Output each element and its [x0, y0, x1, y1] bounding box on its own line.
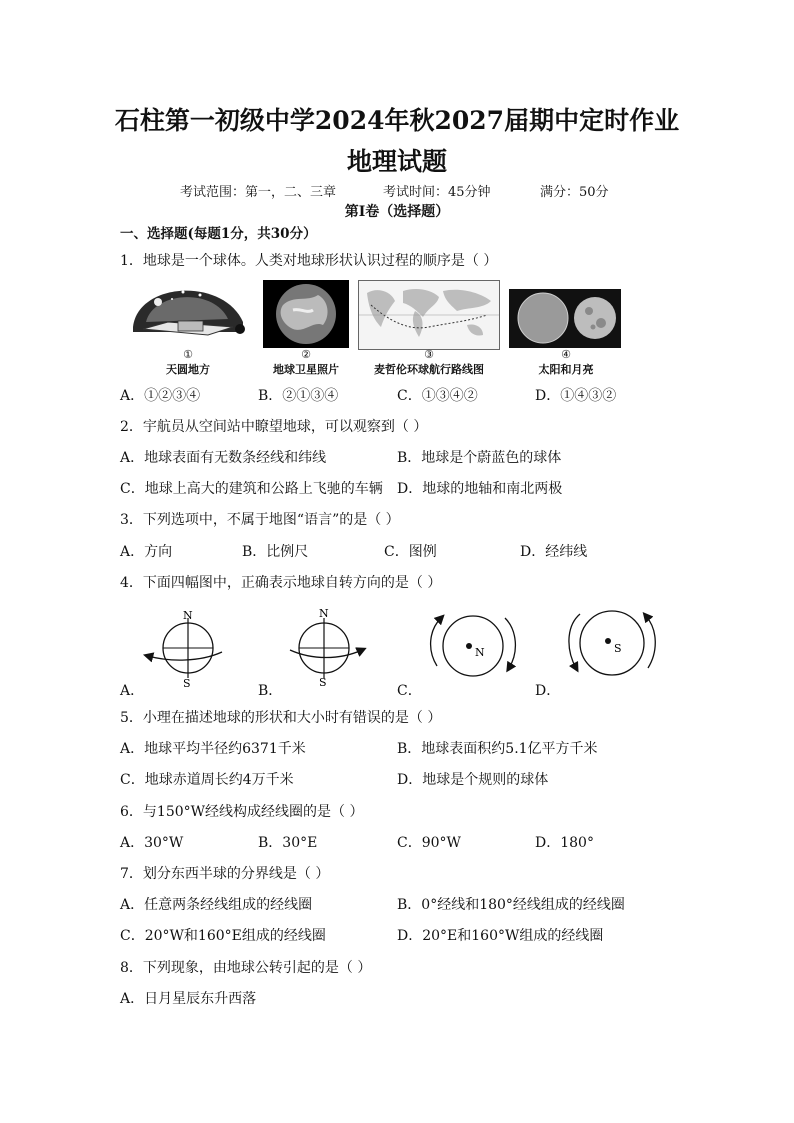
q6-option-c[interactable]: C．90°W — [397, 835, 461, 851]
diagram-a-n-label: N — [183, 609, 193, 622]
q1-option-c[interactable]: C．①③④② — [397, 388, 478, 404]
q1-option-d[interactable]: D．①④③② — [535, 388, 617, 404]
q7-option-c[interactable]: C．20°W和160°E组成的经线圈 — [120, 928, 326, 944]
diagram-a-s-label: S — [183, 677, 191, 688]
q6-option-d[interactable]: D．180° — [535, 835, 594, 851]
q1-image-4-number: ④ — [561, 348, 571, 361]
q2-option-b[interactable]: B．地球是个蔚蓝色的球体 — [397, 450, 562, 466]
q2-option-c[interactable]: C．地球上高大的建筑和公路上飞驰的车辆 — [120, 481, 383, 497]
q3-option-d[interactable]: D．经纬线 — [520, 544, 588, 560]
diagram-b-n-label: N — [319, 607, 329, 620]
q1-option-a[interactable]: A．①②③④ — [120, 388, 201, 404]
q6-option-b[interactable]: B．30°E — [258, 835, 318, 851]
q4-option-a[interactable]: A． — [120, 683, 145, 699]
q6-option-a[interactable]: A．30°W — [120, 835, 184, 851]
question-8-stem: 8．下列现象，由地球公转引起的是（ ） — [120, 960, 372, 976]
rotation-diagram-d — [562, 606, 662, 688]
q5-option-b[interactable]: B．地球表面积约5.1亿平方千米 — [397, 741, 598, 757]
q3-option-a[interactable]: A．方向 — [120, 544, 173, 560]
question-4-stem: 4．下面四幅图中，正确表示地球自转方向的是（ ） — [120, 575, 442, 591]
earth-satellite-photo-icon — [263, 280, 349, 348]
q1-image-3-caption: 麦哲伦环球航行路线图 — [374, 363, 484, 376]
q7-option-b[interactable]: B．0°经线和180°经线组成的经线圈 — [397, 897, 625, 913]
rotation-diagram-c — [423, 606, 523, 688]
q3-option-b[interactable]: B．比例尺 — [242, 544, 309, 560]
question-1-stem: 1．地球是一个球体。人类对地球形状认识过程的顺序是（ ） — [120, 253, 498, 269]
diagram-c-n-label: N — [475, 646, 485, 659]
diagram-b-s-label: S — [319, 676, 327, 688]
q1-image-1-number: ① — [183, 348, 193, 361]
q2-option-a[interactable]: A．地球表面有无数条经线和纬线 — [120, 450, 327, 466]
q1-image-4-caption: 太阳和月亮 — [538, 363, 594, 376]
q5-option-a[interactable]: A．地球平均半径约6371千米 — [120, 741, 306, 757]
world-map-route-icon — [358, 280, 500, 350]
rotation-diagram-b — [282, 606, 372, 688]
diagram-d-s-label: S — [614, 642, 622, 655]
q1-image-2-caption: 地球卫星照片 — [273, 363, 339, 376]
exam-title: 石柱第一初级中学2024年秋2027届期中定时作业 — [114, 106, 680, 135]
question-5-stem: 5．小理在描述地球的形状和大小时有错误的是（ ） — [120, 710, 442, 726]
section-title: 一、选择题(每题1分，共30分） — [120, 226, 317, 242]
exam-scope: 考试范围：第一，二、三章 — [180, 185, 337, 200]
q4-option-d[interactable]: D． — [535, 683, 561, 699]
q2-option-d[interactable]: D．地球的地轴和南北两极 — [397, 481, 563, 497]
question-7-stem: 7．划分东西半球的分界线是（ ） — [120, 866, 330, 882]
question-2-stem: 2．宇航员从空间站中瞭望地球，可以观察到（ ） — [120, 419, 428, 435]
rotation-diagram-a — [140, 608, 230, 688]
q1-option-b[interactable]: B．②①③④ — [258, 388, 339, 404]
question-6-stem: 6．与150°W经线构成经线圈的是（ ） — [120, 804, 364, 820]
q5-option-d[interactable]: D．地球是个规则的球体 — [397, 772, 549, 788]
q7-option-d[interactable]: D．20°E和160°W组成的经线圈 — [397, 928, 604, 944]
dome-sky-icon — [128, 277, 248, 347]
exam-time: 考试时间：45分钟 — [383, 185, 491, 200]
q8-option-a[interactable]: A．日月星辰东升西落 — [120, 991, 257, 1007]
q7-option-a[interactable]: A．任意两条经线组成的经线圈 — [120, 897, 313, 913]
q5-option-c[interactable]: C．地球赤道周长约4万千米 — [120, 772, 294, 788]
q1-image-2-number: ② — [301, 348, 311, 361]
q1-image-1-caption: 天圆地方 — [166, 363, 210, 376]
q1-image-3-number: ③ — [424, 348, 434, 361]
question-3-stem: 3．下列选项中，不属于地图“语言”的是（ ） — [120, 512, 400, 528]
q4-option-c[interactable]: C． — [397, 683, 422, 699]
q4-option-b[interactable]: B． — [258, 683, 283, 699]
q3-option-c[interactable]: C．图例 — [384, 544, 437, 560]
exam-score: 满分：50分 — [540, 185, 609, 200]
exam-subtitle: 地理试题 — [346, 147, 447, 176]
sun-moon-icon — [509, 289, 621, 348]
volume-title: 第Ⅰ卷（选择题） — [344, 204, 450, 220]
